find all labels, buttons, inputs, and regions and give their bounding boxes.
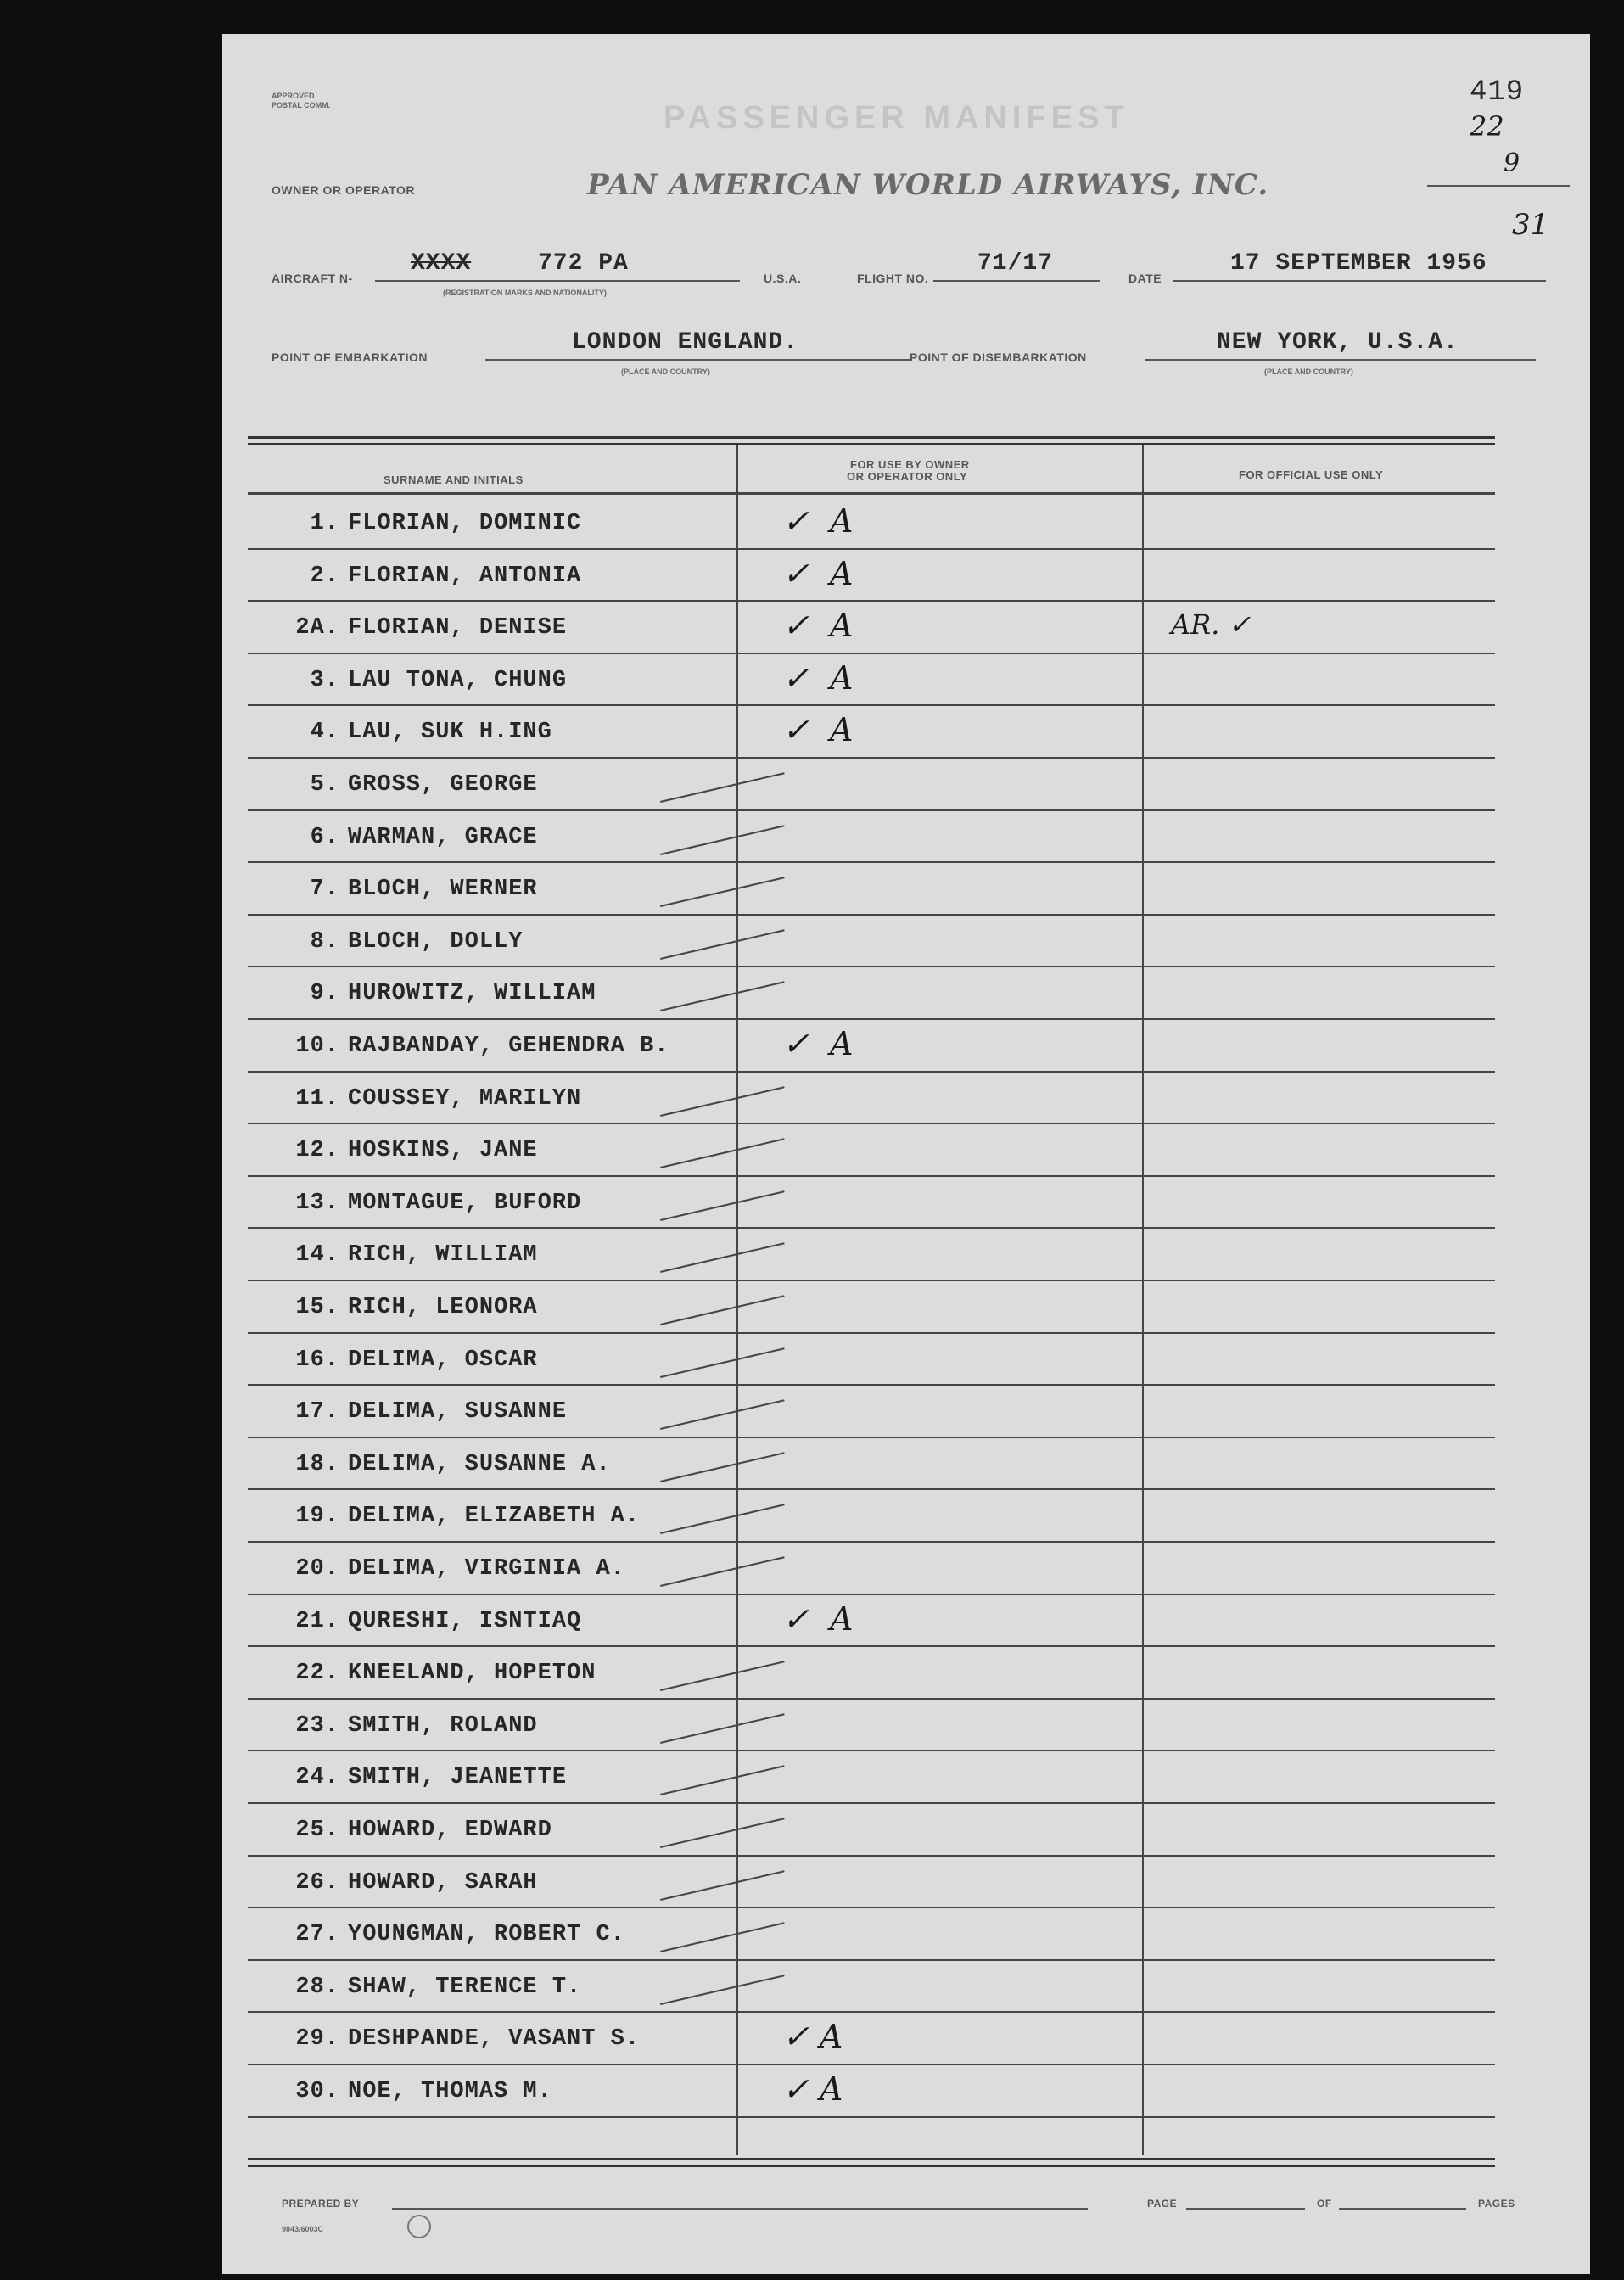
passenger-name: RICH, WILLIAM bbox=[348, 1242, 538, 1269]
disembarkation-value: NEW YORK, U.S.A. bbox=[1217, 329, 1459, 356]
tick-slash-mark bbox=[660, 1870, 785, 1901]
owner-label: OWNER OR OPERATOR bbox=[272, 183, 415, 197]
row-rule bbox=[248, 1907, 1495, 1908]
row-number: 20. bbox=[295, 1556, 339, 1582]
operator-check-mark: ✓ A bbox=[782, 502, 854, 540]
tick-slash-mark bbox=[660, 1243, 785, 1274]
tick-slash-mark bbox=[660, 1190, 785, 1221]
table-top-rule-1 bbox=[248, 436, 1495, 439]
column-divider-2 bbox=[1142, 445, 1144, 2155]
row-rule bbox=[248, 1855, 1495, 1857]
row-number: 29. bbox=[295, 2026, 339, 2053]
tick-slash-mark bbox=[660, 877, 785, 907]
aircraft-sublabel: (REGISTRATION MARKS AND NATIONALITY) bbox=[443, 289, 607, 297]
row-number: 28. bbox=[295, 1974, 339, 2000]
row-number: 1. bbox=[310, 511, 339, 536]
passenger-name: MONTAGUE, BUFORD bbox=[348, 1190, 582, 1216]
column-header-official: FOR OFFICIAL USE ONLY bbox=[1239, 468, 1384, 481]
tick-slash-mark bbox=[660, 772, 785, 803]
corner-handwriting-1: 22 bbox=[1470, 110, 1504, 143]
tick-slash-mark bbox=[660, 1504, 785, 1535]
table-top-rule-2 bbox=[248, 443, 1495, 445]
aircraft-label: AIRCRAFT N- bbox=[272, 272, 353, 285]
passenger-name: DELIMA, ELIZABETH A. bbox=[348, 1504, 641, 1530]
row-rule bbox=[248, 1488, 1495, 1490]
tick-slash-mark bbox=[660, 1975, 785, 2005]
disembarkation-label: POINT OF DISEMBARKATION bbox=[910, 350, 1087, 364]
row-rule bbox=[248, 548, 1495, 550]
of-underline bbox=[1339, 2208, 1466, 2210]
passenger-name: YOUNGMAN, ROBERT C. bbox=[348, 1922, 625, 1948]
row-rule bbox=[248, 861, 1495, 863]
passenger-name: FLORIAN, DENISE bbox=[348, 615, 568, 641]
tick-slash-mark bbox=[660, 1347, 785, 1378]
row-number: 10. bbox=[295, 1034, 339, 1059]
row-number: 8. bbox=[310, 928, 339, 955]
row-rule bbox=[248, 1175, 1495, 1177]
flight-value: 71/17 bbox=[977, 250, 1054, 277]
passenger-name: SMITH, ROLAND bbox=[348, 1712, 538, 1739]
prepared-by-label: PREPARED BY bbox=[282, 2198, 360, 2210]
approved-label-2: POSTAL COMM. bbox=[272, 101, 331, 109]
of-label: OF bbox=[1317, 2198, 1332, 2210]
corner-handwriting-2: 9 bbox=[1504, 148, 1520, 178]
tick-slash-mark bbox=[660, 1661, 785, 1691]
passenger-name: GROSS, GEORGE bbox=[348, 772, 538, 798]
row-rule bbox=[248, 1227, 1495, 1229]
row-number: 11. bbox=[295, 1085, 339, 1112]
row-number: 15. bbox=[295, 1295, 339, 1320]
tick-slash-mark bbox=[660, 1452, 785, 1482]
operator-check-mark: ✓ A bbox=[782, 1599, 854, 1638]
passenger-name: RAJBANDAY, GEHENDRA B. bbox=[348, 1034, 669, 1059]
row-number: 22. bbox=[295, 1661, 339, 1687]
passenger-name: HUROWITZ, WILLIAM bbox=[348, 981, 596, 1007]
row-rule bbox=[248, 1959, 1495, 1961]
column-header-owner-2: OR OPERATOR ONLY bbox=[847, 470, 968, 483]
row-rule bbox=[248, 757, 1495, 759]
usa-label: U.S.A. bbox=[764, 272, 802, 285]
row-number: 18. bbox=[295, 1451, 339, 1477]
row-rule bbox=[248, 809, 1495, 811]
tick-slash-mark bbox=[660, 1086, 785, 1117]
row-number: 3. bbox=[310, 667, 339, 693]
passenger-name: DELIMA, OSCAR bbox=[348, 1347, 538, 1373]
passenger-name: LAU TONA, CHUNG bbox=[348, 667, 568, 693]
tick-slash-mark bbox=[660, 1399, 785, 1430]
row-number: 12. bbox=[295, 1138, 339, 1164]
row-number: 4. bbox=[310, 720, 339, 746]
row-rule bbox=[248, 1594, 1495, 1595]
tick-slash-mark bbox=[660, 1766, 785, 1796]
row-rule bbox=[248, 1384, 1495, 1386]
row-number: 7. bbox=[310, 877, 339, 903]
passenger-name: DELIMA, SUSANNE bbox=[348, 1399, 568, 1426]
passenger-name: BLOCH, DOLLY bbox=[348, 928, 524, 955]
row-number: 24. bbox=[295, 1765, 339, 1791]
row-number: 25. bbox=[295, 1818, 339, 1843]
row-rule bbox=[248, 1071, 1495, 1073]
passenger-name: FLORIAN, ANTONIA bbox=[348, 563, 582, 589]
column-header-surname: SURNAME AND INITIALS bbox=[384, 473, 524, 486]
passenger-name: BLOCH, WERNER bbox=[348, 877, 538, 903]
passenger-name: KNEELAND, HOPETON bbox=[348, 1661, 596, 1687]
passenger-name: FLORIAN, DOMINIC bbox=[348, 511, 582, 536]
table-bottom-rule-1 bbox=[248, 2158, 1495, 2160]
passenger-name: DELIMA, SUSANNE A. bbox=[348, 1451, 611, 1477]
corner-handwriting-3: 31 bbox=[1512, 208, 1549, 242]
row-rule bbox=[248, 1698, 1495, 1700]
passenger-name: NOE, THOMAS M. bbox=[348, 2079, 552, 2104]
operator-check-mark: ✓ A bbox=[782, 554, 854, 592]
tick-slash-mark bbox=[660, 825, 785, 855]
row-rule bbox=[248, 704, 1495, 706]
tick-slash-mark bbox=[660, 1922, 785, 1952]
disembarkation-sublabel: (PLACE AND COUNTRY) bbox=[1264, 367, 1353, 376]
operator-check-mark: ✓ A bbox=[782, 2018, 843, 2056]
passenger-name: SMITH, JEANETTE bbox=[348, 1765, 568, 1791]
row-number: 13. bbox=[295, 1190, 339, 1216]
embarkation-sublabel: (PLACE AND COUNTRY) bbox=[621, 367, 710, 376]
passenger-name: QURESHI, ISNTIAQ bbox=[348, 1608, 582, 1634]
row-number: 16. bbox=[295, 1347, 339, 1373]
embarkation-label: POINT OF EMBARKATION bbox=[272, 350, 428, 364]
tick-slash-mark bbox=[660, 1556, 785, 1587]
embarkation-underline bbox=[485, 359, 910, 361]
company-name: PAN AMERICAN WORLD AIRWAYS, INC. bbox=[587, 168, 1269, 202]
operator-check-mark: ✓ A bbox=[782, 711, 854, 749]
passenger-name: WARMAN, GRACE bbox=[348, 824, 538, 850]
row-rule bbox=[248, 1802, 1495, 1804]
approved-label-1: APPROVED bbox=[272, 92, 315, 100]
row-number: 23. bbox=[295, 1712, 339, 1739]
row-rule bbox=[248, 1437, 1495, 1438]
tick-slash-mark bbox=[660, 1713, 785, 1744]
operator-check-mark: ✓ A bbox=[782, 2070, 843, 2108]
passenger-name: DELIMA, VIRGINIA A. bbox=[348, 1556, 625, 1582]
row-rule bbox=[248, 600, 1495, 602]
row-rule bbox=[248, 966, 1495, 967]
passenger-name: HOWARD, SARAH bbox=[348, 1869, 538, 1896]
pages-label: PAGES bbox=[1478, 2198, 1515, 2210]
row-number: 2. bbox=[310, 563, 339, 589]
passenger-name: DESHPANDE, VASANT S. bbox=[348, 2026, 641, 2053]
row-rule bbox=[248, 2011, 1495, 2013]
header-bottom-rule bbox=[248, 492, 1495, 495]
aircraft-value: 772 PA bbox=[538, 250, 629, 277]
passenger-name: COUSSEY, MARILYN bbox=[348, 1085, 582, 1112]
passenger-name: RICH, LEONORA bbox=[348, 1295, 538, 1320]
form-code: 9843/6003C bbox=[282, 2225, 324, 2233]
row-number: 19. bbox=[295, 1504, 339, 1530]
passenger-name: LAU, SUK H.ING bbox=[348, 720, 552, 746]
tick-slash-mark bbox=[660, 1295, 785, 1325]
row-rule bbox=[248, 1332, 1495, 1334]
embarkation-value: LONDON ENGLAND. bbox=[572, 329, 799, 356]
row-rule bbox=[248, 2064, 1495, 2065]
passenger-name: SHAW, TERENCE T. bbox=[348, 1974, 582, 2000]
row-number: 27. bbox=[295, 1922, 339, 1948]
corner-underline bbox=[1427, 185, 1570, 187]
operator-check-mark: ✓ A bbox=[782, 607, 854, 645]
row-rule bbox=[248, 1018, 1495, 1020]
row-number: 14. bbox=[295, 1242, 339, 1269]
tick-slash-mark bbox=[660, 1138, 785, 1168]
page-label: PAGE bbox=[1147, 2198, 1178, 2210]
row-number: 6. bbox=[310, 824, 339, 850]
tick-slash-mark bbox=[660, 1818, 785, 1848]
aircraft-struck-value: XXXX bbox=[411, 250, 472, 277]
union-bug-icon bbox=[407, 2215, 431, 2238]
row-number: 9. bbox=[310, 981, 339, 1007]
aircraft-underline bbox=[375, 280, 740, 282]
tick-slash-mark bbox=[660, 982, 785, 1012]
operator-check-mark: ✓ A bbox=[782, 658, 854, 697]
prepared-by-underline bbox=[392, 2208, 1088, 2210]
operator-check-mark: ✓ A bbox=[782, 1025, 854, 1062]
row-number: 5. bbox=[310, 772, 339, 798]
passenger-name: HOSKINS, JANE bbox=[348, 1138, 538, 1164]
flight-underline bbox=[933, 280, 1100, 282]
tick-slash-mark bbox=[660, 929, 785, 960]
row-rule bbox=[248, 1750, 1495, 1751]
document-title: PASSENGER MANIFEST bbox=[664, 100, 1129, 136]
row-rule bbox=[248, 1541, 1495, 1543]
official-note: AR. ✓ bbox=[1171, 608, 1252, 641]
row-rule bbox=[248, 2116, 1495, 2118]
row-number: 26. bbox=[295, 1869, 339, 1896]
passenger-name: HOWARD, EDWARD bbox=[348, 1818, 552, 1843]
date-label: DATE bbox=[1128, 272, 1162, 285]
disembarkation-underline bbox=[1145, 359, 1536, 361]
row-rule bbox=[248, 1123, 1495, 1124]
row-rule bbox=[248, 653, 1495, 654]
row-rule bbox=[248, 914, 1495, 916]
row-number: 30. bbox=[295, 2079, 339, 2104]
row-rule bbox=[248, 1280, 1495, 1281]
flight-label: FLIGHT NO. bbox=[857, 272, 929, 285]
column-header-owner-1: FOR USE BY OWNER bbox=[850, 458, 970, 471]
row-number: 21. bbox=[295, 1608, 339, 1634]
date-underline bbox=[1173, 280, 1546, 282]
table-bottom-rule-2 bbox=[248, 2165, 1495, 2167]
date-value: 17 SEPTEMBER 1956 bbox=[1230, 250, 1487, 277]
row-rule bbox=[248, 1645, 1495, 1647]
row-number: 17. bbox=[295, 1399, 339, 1426]
page-number: 419 bbox=[1470, 76, 1525, 109]
manifest-page bbox=[222, 34, 1590, 2274]
row-number: 2A. bbox=[295, 615, 339, 641]
column-divider-1 bbox=[736, 445, 738, 2155]
page-underline bbox=[1186, 2208, 1305, 2210]
